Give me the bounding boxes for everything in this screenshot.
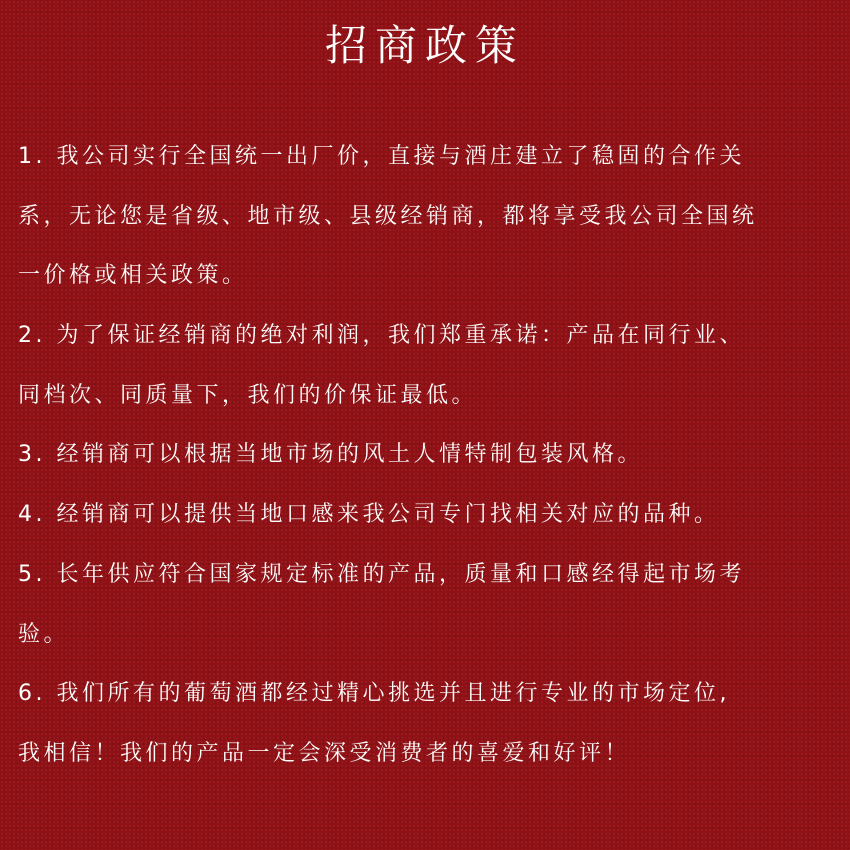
text-line: 6. 我们所有的葡萄酒都经过精心挑选并且进行专业的市场定位, <box>18 681 730 707</box>
text-line: 我相信！我们的产品一定会深受消费者的喜爱和好评！ <box>18 740 631 766</box>
text-line: 1. 我公司实行全国统一出厂价，直接与酒庄建立了稳固的合作关 <box>18 144 745 169</box>
page-title: 招商政策 <box>324 21 525 70</box>
text-line: 3. 经销商可以根据当地市场的风土人情特制包装风格。 <box>18 442 643 468</box>
text-line: 同档次、同质量下，我们的价保证最低。 <box>18 382 478 408</box>
text-line: 一价格或相关政策。 <box>18 263 248 289</box>
policy-text <box>18 127 848 784</box>
text-line: 验。 <box>18 621 70 647</box>
text-line: 系，无论您是省级、地市级、县级经销商，都将享受我公司全国统 <box>18 203 758 229</box>
text-line: 4. 经销商可以提供当地口感来我公司专门找相关对应的品种。 <box>18 502 720 528</box>
text-line: 2. 为了保证经销商的绝对利润，我们郑重承诺：产品在同行业、 <box>18 323 745 349</box>
text-line: 5. 长年供应符合国家规定标准的产品，质量和口感经得起市场考 <box>18 561 745 587</box>
